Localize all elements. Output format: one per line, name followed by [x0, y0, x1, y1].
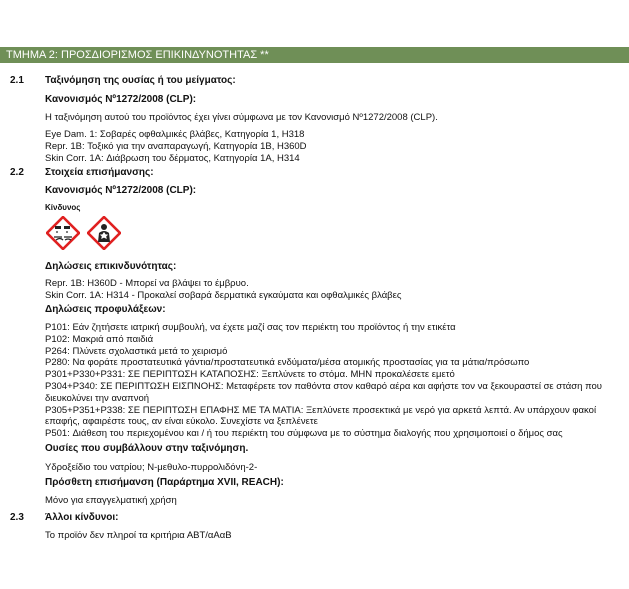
health-hazard-pictogram-icon [87, 216, 121, 250]
precautionary-statement: P305+P351+P338: ΣΕ ΠΕΡΙΠΤΩΣΗ ΕΠΑΦΗΣ ΜΕ ΤΑ ΜΑΤΙΑ: Ξεπλύνετε προσεκτικά με νερό για αρκετά λεπτά. Αν υπάρχουν φακοί επαφής, αφαιρέστε τους, αν είναι εύκολο. Συνεχίστε να ξεπλένετε [45, 404, 597, 428]
hazard-statements-list [45, 278, 401, 302]
precautionary-statement: P264: Πλύνετε σχολαστικά μετά το χειρισμό [45, 345, 228, 357]
other-hazards-text: Το προϊόν δεν πληροί τα κριτήρια ΑΒΤ/αΑαΒ [45, 530, 232, 541]
precautionary-statements-heading: Δηλώσεις προφυλάξεων: [45, 304, 166, 315]
section-title: ΤΜΗΜΑ 2: ΠΡΟΣΔΙΟΡΙΣΜΟΣ ΕΠΙΚΙΝΔΥΝΟΤΗΤΑΣ ** [6, 49, 269, 61]
precautionary-statement: P301+P330+P331: ΣΕ ΠΕΡΙΠΤΩΣΗ ΚΑΤΑΠΟΣΗΣ: Ξεπλύνετε το στόμα. ΜΗΝ προκαλέσετε εμετό [45, 369, 455, 381]
additional-labelling: Μόνο για επαγγελματική χρήση [45, 495, 177, 506]
signal-word: Κίνδυνος [45, 203, 81, 212]
subsection-title-2-1: Ταξινόμηση της ουσίας ή του μείγματος: [45, 75, 236, 86]
clp-regulation-heading: Κανονισμός Nº1272/2008 (CLP): [45, 94, 197, 105]
classification-item: Eye Dam. 1: Σοβαρές οφθαλμικές βλάβες, Κατηγορία 1, H318 [45, 129, 305, 140]
hazard-statement: Repr. 1B: H360D - Μπορεί να βλάψει το έμβρυο. [45, 278, 249, 289]
subsection-number-2-2: 2.2 [10, 167, 24, 178]
subsection-title-2-2: Στοιχεία επισήμανσης: [45, 167, 154, 178]
clp-regulation-heading: Κανονισμός Nº1272/2008 (CLP): [45, 185, 197, 196]
precautionary-statement: P102: Μακριά από παιδιά [45, 333, 154, 345]
hazard-statement: Skin Corr. 1A: H314 - Προκαλεί σοβαρά δερματικά εγκαύματα και οφθαλμικές βλάβες [45, 289, 402, 301]
contributing-substances: Υδροξείδιο του νατρίου; N-μεθυλο-πυρρολιδόνη-2- [45, 462, 258, 473]
additional-labelling-heading: Πρόσθετη επισήμανση (Παράρτημα XVII, REACH): [45, 477, 284, 488]
classification-list [45, 129, 307, 164]
classification-item: Repr. 1B: Τοξικό για την αναπαραγωγή, Κατηγορία 1B, H360D [45, 140, 307, 152]
classification-item: Skin Corr. 1A: Διάβρωση του δέρματος, Κατηγορία 1A, H314 [45, 152, 300, 164]
subsection-title-2-3: Άλλοι κίνδυνοι: [45, 512, 119, 523]
subsection-number-2-1: 2.1 [10, 75, 24, 86]
precautionary-statement: P304+P340: ΣΕ ΠΕΡΙΠΤΩΣΗ ΕΙΣΠΝΟΗΣ: Μεταφέρετε τον παθόντα στον καθαρό αέρα και αφήστε τον να ξεκουραστεί σε στάση που διευκολύνει την αναπνοή [45, 380, 602, 404]
contributing-substances-heading: Ουσίες που συμβάλλουν στην ταξινόμηση. [45, 443, 249, 454]
precautionary-statement: P101: Εάν ζητήσετε ιατρική συμβουλή, να έχετε μαζί σας τον περιέκτη του προϊόντος ή την ετικέτα [45, 322, 456, 333]
precautionary-statement: P280: Να φοράτε προστατευτικά γάντια/προστατευτικά ενδύματα/μέσα ατομικής προστασίας για τα μάτια/πρόσωπο [45, 357, 530, 369]
subsection-number-2-3: 2.3 [10, 512, 24, 523]
section-header-bar [0, 47, 629, 63]
hazard-statements-heading: Δηλώσεις επικινδυνότητας: [45, 261, 177, 272]
corrosion-pictogram-icon [46, 216, 80, 250]
classification-intro: Η ταξινόμηση αυτού του προϊόντος έχει γίνει σύμφωνα με τον Κανονισμό Nº1272/2008 (CLP). [45, 112, 438, 123]
precautionary-statement: P501: Διάθεση του περιεχομένου και / ή του περιέκτη του σύμφωνα με το σύστημα διαλογής που χρησιμοποιεί ο δήμος σας [45, 428, 563, 440]
precautionary-statements-list [45, 322, 623, 440]
